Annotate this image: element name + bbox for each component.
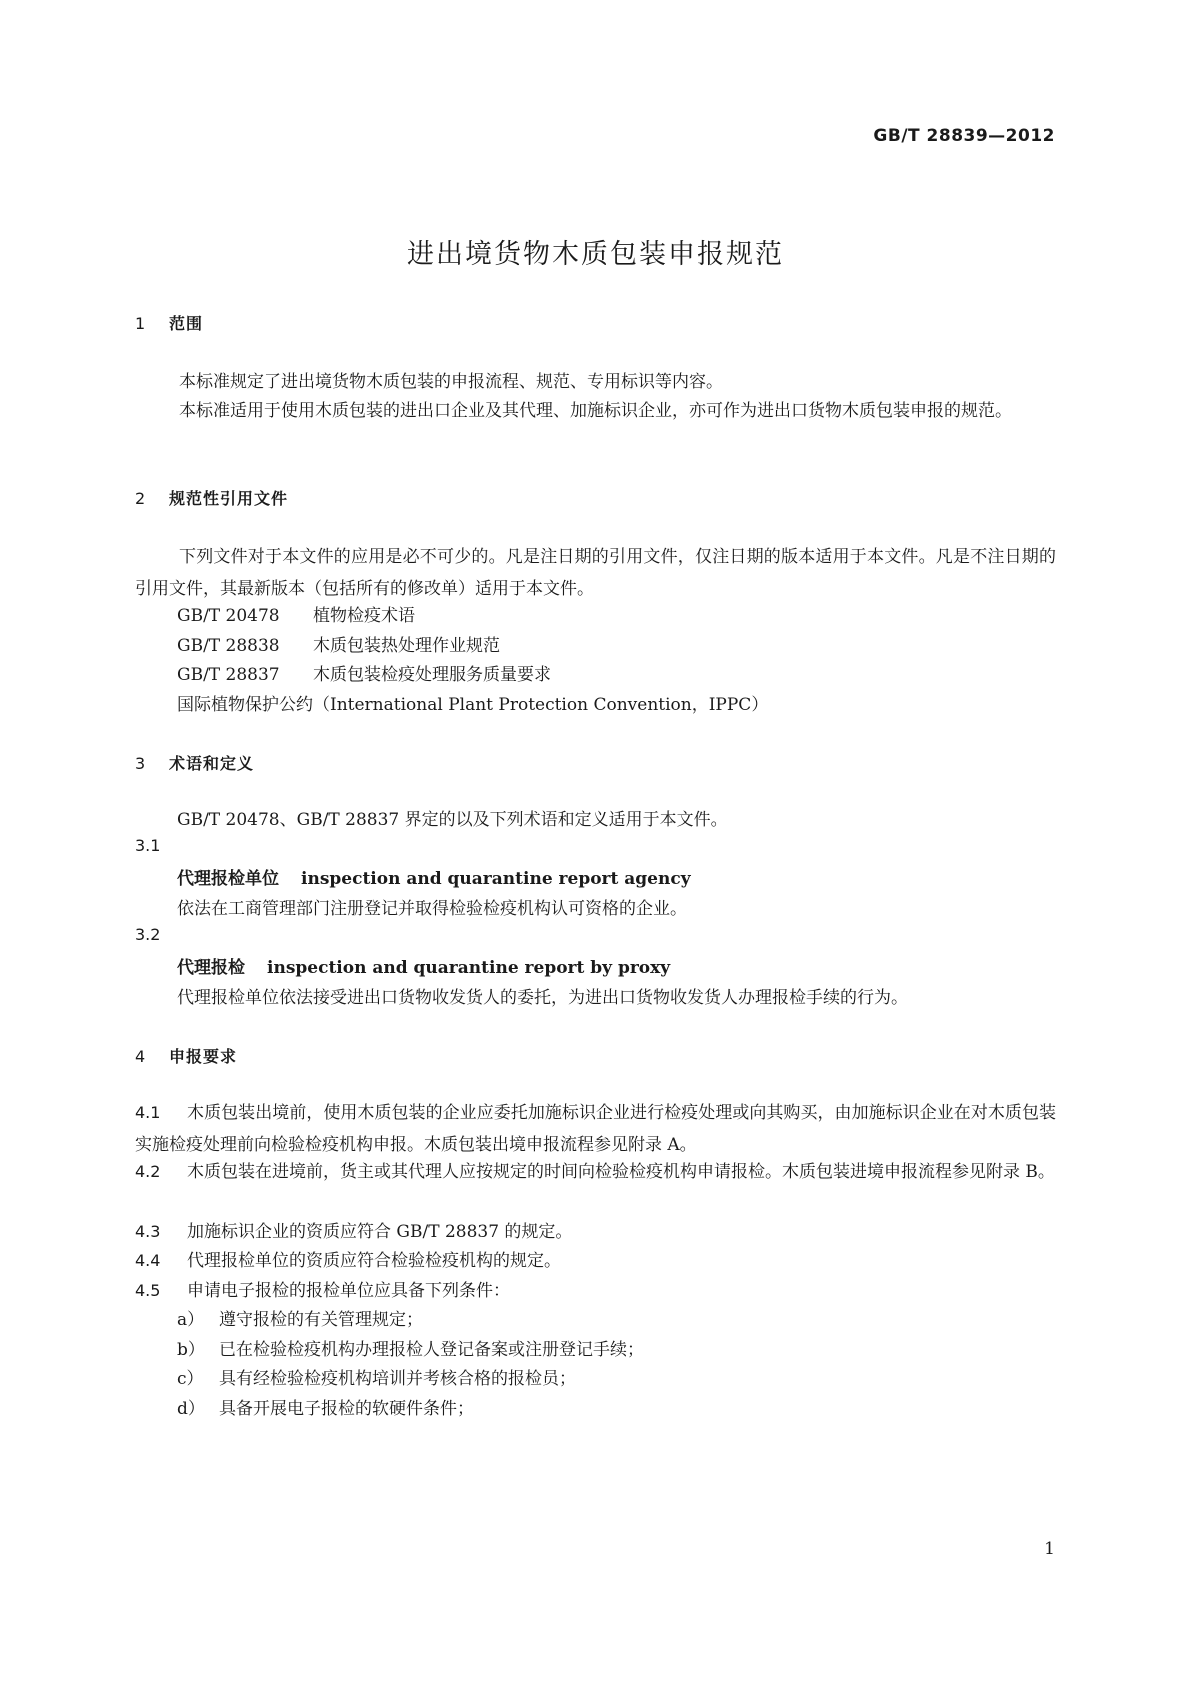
clause-4-5 xyxy=(135,1275,1056,1307)
section-title: 术语和定义 xyxy=(169,754,255,773)
paragraph: 本标准适用于使用木质包装的进出口企业及其代理、加施标识企业，亦可作为进出口货物木质包装申报的规范。 xyxy=(179,401,1012,421)
clause-4-1 xyxy=(135,1097,1056,1161)
section-2-heading xyxy=(135,486,288,509)
paragraph: GB/T 20478、GB/T 28837 界定的以及下列术语和定义适用于本文件。 xyxy=(177,810,728,830)
reference-title: 木质包装热处理作业规范 xyxy=(313,636,500,656)
page-number: 1 xyxy=(1044,1539,1055,1559)
term-en: inspection and quarantine report by proxy xyxy=(267,958,671,978)
list-label: c） xyxy=(177,1369,204,1389)
term-number: 3.2 xyxy=(135,925,161,944)
clause-4-3 xyxy=(135,1216,1056,1248)
list-label: a） xyxy=(177,1310,205,1330)
clause-number: 4.3 xyxy=(135,1222,161,1241)
reference-code: GB/T 28838 xyxy=(177,636,280,656)
reference-item xyxy=(177,601,415,626)
section-3-heading xyxy=(135,751,254,774)
term-zh: 代理报检单位 xyxy=(177,869,279,889)
reference-code: GB/T 20478 xyxy=(177,606,280,626)
standard-code: GB/T 28839—2012 xyxy=(873,126,1055,146)
term-zh: 代理报检 xyxy=(177,958,245,978)
term-definition: 代理报检单位依法接受进出口货物收发货人的委托，为进出口货物收发货人办理报检手续的行为。 xyxy=(177,988,908,1008)
list-label: b） xyxy=(177,1340,205,1360)
section-number: 3 xyxy=(135,754,147,773)
term-heading xyxy=(177,953,670,978)
list-item xyxy=(177,1305,423,1330)
clause-4-2 xyxy=(135,1156,1056,1188)
document-title: 进出境货物木质包装申报规范 xyxy=(407,239,784,270)
section-number: 1 xyxy=(135,314,147,333)
section-1-heading xyxy=(135,311,203,334)
section-4-heading xyxy=(135,1044,237,1067)
clause-number: 4.2 xyxy=(135,1162,161,1181)
clause-text: 申请电子报检的报检单位应具备下列条件： xyxy=(187,1281,510,1301)
reference-title: 木质包装检疫处理服务质量要求 xyxy=(313,665,551,685)
clause-text: 木质包装出境前，使用木质包装的企业应委托加施标识企业进行检疫处理或向其购买，由加施标识企业在对木质包装实施检疫处理前向检验检疫机构申报。木质包装出境申报流程参见附录 A。 xyxy=(135,1103,1056,1155)
term-heading xyxy=(177,864,691,889)
list-item xyxy=(177,1364,576,1389)
section-title: 规范性引用文件 xyxy=(169,489,289,508)
paragraph: 本标准规定了进出境货物木质包装的申报流程、规范、专用标识等内容。 xyxy=(179,372,723,392)
paragraph: 下列文件对于本文件的应用是必不可少的。凡是注日期的引用文件，仅注日期的版本适用于本文件。凡是不注日期的引用文件，其最新版本（包括所有的修改单）适用于本文件。 xyxy=(135,547,1056,599)
list-text: 具有经检验检疫机构培训并考核合格的报检员； xyxy=(219,1369,576,1389)
reference-item: 国际植物保护公约（International Plant Protection Convention，IPPC） xyxy=(177,695,769,715)
term-definition: 依法在工商管理部门注册登记并取得检验检疫机构认可资格的企业。 xyxy=(177,899,687,919)
clause-text: 加施标识企业的资质应符合 GB/T 28837 的规定。 xyxy=(187,1222,573,1242)
reference-title: 植物检疫术语 xyxy=(313,606,415,626)
section-number: 4 xyxy=(135,1047,147,1066)
list-label: d） xyxy=(177,1399,205,1419)
reference-item xyxy=(177,631,500,656)
term-number: 3.1 xyxy=(135,836,161,855)
reference-code: GB/T 28837 xyxy=(177,665,280,685)
list-item xyxy=(177,1394,474,1419)
section-title: 申报要求 xyxy=(169,1047,238,1066)
list-text: 具备开展电子报检的软硬件条件； xyxy=(219,1399,474,1419)
term-en: inspection and quarantine report agency xyxy=(301,869,691,889)
list-text: 已在检验检疫机构办理报检人登记备案或注册登记手续； xyxy=(219,1340,644,1360)
clause-4-4 xyxy=(135,1245,1056,1277)
clause-text: 代理报检单位的资质应符合检验检疫机构的规定。 xyxy=(187,1251,561,1271)
section-title: 范围 xyxy=(169,314,204,333)
list-item xyxy=(177,1335,644,1360)
section-number: 2 xyxy=(135,489,147,508)
reference-item xyxy=(177,660,551,685)
clause-text: 木质包装在进境前，货主或其代理人应按规定的时间向检验检疫机构申请报检。木质包装进境申报流程参见附录 B。 xyxy=(187,1162,1055,1182)
list-text: 遵守报检的有关管理规定； xyxy=(219,1310,423,1330)
clause-number: 4.4 xyxy=(135,1251,161,1270)
clause-number: 4.1 xyxy=(135,1103,161,1122)
clause-number: 4.5 xyxy=(135,1281,161,1300)
